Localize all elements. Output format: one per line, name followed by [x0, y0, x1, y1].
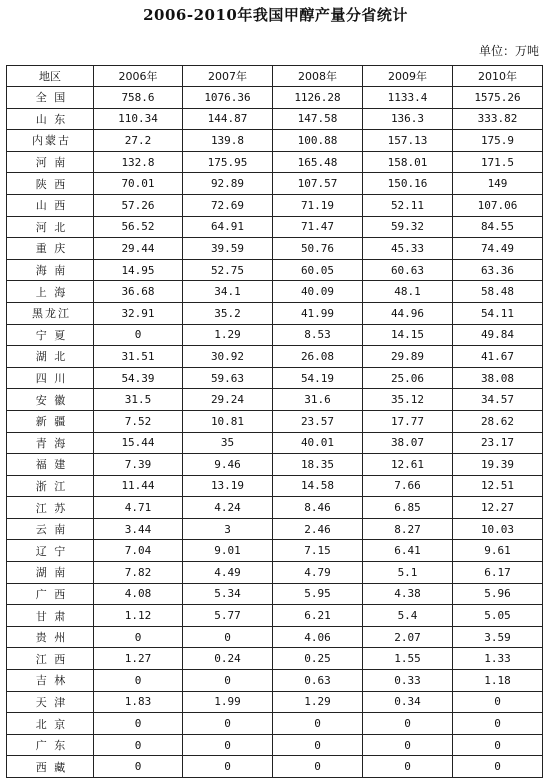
value-2009-cell: 59.32 — [363, 216, 453, 238]
value-2010-cell: 0 — [453, 713, 543, 735]
value-2010-cell: 149 — [453, 173, 543, 195]
value-2009-cell: 45.33 — [363, 238, 453, 260]
column-header-2008: 2008年 — [273, 66, 363, 87]
value-2009-cell: 0 — [363, 713, 453, 735]
table-row — [7, 259, 543, 281]
value-2009-cell: 8.27 — [363, 518, 453, 540]
table-row — [7, 540, 543, 562]
value-2008-cell: 147.58 — [273, 108, 363, 130]
value-2006-cell: 7.04 — [94, 540, 183, 562]
value-2010-cell: 1.33 — [453, 648, 543, 670]
value-2008-cell: 107.57 — [273, 173, 363, 195]
value-2007-cell: 0 — [183, 713, 273, 735]
table-row — [7, 756, 543, 778]
value-2006-cell: 1.27 — [94, 648, 183, 670]
value-2009-cell: 44.96 — [363, 302, 453, 324]
region-cell: 山 东 — [7, 108, 94, 130]
value-2007-cell: 29.24 — [183, 389, 273, 411]
value-2006-cell: 7.52 — [94, 410, 183, 432]
region-cell: 江 苏 — [7, 497, 94, 519]
value-2010-cell: 5.05 — [453, 605, 543, 627]
value-2007-cell: 35 — [183, 432, 273, 454]
region-cell: 江 西 — [7, 648, 94, 670]
value-2006-cell: 132.8 — [94, 151, 183, 173]
table-row — [7, 324, 543, 346]
value-2007-cell: 52.75 — [183, 259, 273, 281]
value-2009-cell: 0 — [363, 756, 453, 778]
table-row — [7, 367, 543, 389]
value-2009-cell: 17.77 — [363, 410, 453, 432]
value-2008-cell: 4.79 — [273, 562, 363, 584]
region-cell: 上 海 — [7, 281, 94, 303]
unit-label: 单位：万吨 — [478, 44, 539, 58]
value-2010-cell: 34.57 — [453, 389, 543, 411]
value-2009-cell: 60.63 — [363, 259, 453, 281]
value-2009-cell: 136.3 — [363, 108, 453, 130]
value-2007-cell: 4.24 — [183, 497, 273, 519]
region-cell: 云 南 — [7, 518, 94, 540]
table-body — [7, 87, 543, 778]
value-2008-cell: 71.47 — [273, 216, 363, 238]
table-row — [7, 648, 543, 670]
value-2007-cell: 3 — [183, 518, 273, 540]
table-row — [7, 562, 543, 584]
value-2006-cell: 29.44 — [94, 238, 183, 260]
value-2007-cell: 92.89 — [183, 173, 273, 195]
value-2008-cell: 0.63 — [273, 670, 363, 692]
region-cell: 辽 宁 — [7, 540, 94, 562]
value-2008-cell: 50.76 — [273, 238, 363, 260]
value-2006-cell: 31.5 — [94, 389, 183, 411]
value-2010-cell: 23.17 — [453, 432, 543, 454]
table-row — [7, 302, 543, 324]
region-cell: 贵 州 — [7, 626, 94, 648]
region-cell: 海 南 — [7, 259, 94, 281]
region-cell: 陕 西 — [7, 173, 94, 195]
column-header-region: 地区 — [7, 66, 94, 87]
value-2007-cell: 30.92 — [183, 346, 273, 368]
value-2007-cell: 1076.36 — [183, 87, 273, 109]
table-row — [7, 216, 543, 238]
value-2006-cell: 4.08 — [94, 583, 183, 605]
value-2006-cell: 36.68 — [94, 281, 183, 303]
value-2006-cell: 7.39 — [94, 454, 183, 476]
value-2007-cell: 0.24 — [183, 648, 273, 670]
value-2010-cell: 1575.26 — [453, 87, 543, 109]
value-2007-cell: 39.59 — [183, 238, 273, 260]
value-2009-cell: 48.1 — [363, 281, 453, 303]
value-2008-cell: 40.01 — [273, 432, 363, 454]
region-cell: 湖 南 — [7, 562, 94, 584]
table-row — [7, 734, 543, 756]
region-cell: 西 藏 — [7, 756, 94, 778]
table-row — [7, 389, 543, 411]
region-cell: 安 徽 — [7, 389, 94, 411]
region-cell: 福 建 — [7, 454, 94, 476]
table-row — [7, 497, 543, 519]
value-2008-cell: 7.15 — [273, 540, 363, 562]
value-2006-cell: 0 — [94, 713, 183, 735]
value-2009-cell: 35.12 — [363, 389, 453, 411]
value-2007-cell: 10.81 — [183, 410, 273, 432]
value-2009-cell: 7.66 — [363, 475, 453, 497]
value-2010-cell: 54.11 — [453, 302, 543, 324]
value-2006-cell: 4.71 — [94, 497, 183, 519]
table-row — [7, 238, 543, 260]
table-row — [7, 281, 543, 303]
region-cell: 甘 肃 — [7, 605, 94, 627]
table-row — [7, 475, 543, 497]
value-2008-cell: 8.53 — [273, 324, 363, 346]
value-2010-cell: 28.62 — [453, 410, 543, 432]
column-header-2009: 2009年 — [363, 66, 453, 87]
value-2008-cell: 18.35 — [273, 454, 363, 476]
value-2006-cell: 1.83 — [94, 691, 183, 713]
value-2010-cell: 107.06 — [453, 194, 543, 216]
region-cell: 黑龙江 — [7, 302, 94, 324]
value-2007-cell: 34.1 — [183, 281, 273, 303]
value-2008-cell: 0 — [273, 756, 363, 778]
value-2007-cell: 0 — [183, 670, 273, 692]
value-2008-cell: 1.29 — [273, 691, 363, 713]
value-2006-cell: 0 — [94, 324, 183, 346]
value-2010-cell: 175.9 — [453, 130, 543, 152]
value-2010-cell: 49.84 — [453, 324, 543, 346]
value-2009-cell: 0.33 — [363, 670, 453, 692]
value-2008-cell: 4.06 — [273, 626, 363, 648]
value-2006-cell: 1.12 — [94, 605, 183, 627]
value-2008-cell: 5.95 — [273, 583, 363, 605]
value-2010-cell: 1.18 — [453, 670, 543, 692]
value-2008-cell: 14.58 — [273, 475, 363, 497]
page-title: 2006-2010年我国甲醇产量分省统计 — [143, 6, 408, 24]
value-2010-cell: 41.67 — [453, 346, 543, 368]
value-2010-cell: 84.55 — [453, 216, 543, 238]
value-2007-cell: 9.01 — [183, 540, 273, 562]
value-2008-cell: 0 — [273, 734, 363, 756]
value-2006-cell: 7.82 — [94, 562, 183, 584]
value-2007-cell: 5.34 — [183, 583, 273, 605]
value-2009-cell: 25.06 — [363, 367, 453, 389]
region-cell: 河 北 — [7, 216, 94, 238]
value-2008-cell: 26.08 — [273, 346, 363, 368]
value-2006-cell: 0 — [94, 734, 183, 756]
value-2007-cell: 35.2 — [183, 302, 273, 324]
value-2010-cell: 3.59 — [453, 626, 543, 648]
table-row — [7, 130, 543, 152]
value-2010-cell: 0 — [453, 756, 543, 778]
value-2007-cell: 1.99 — [183, 691, 273, 713]
value-2006-cell: 758.6 — [94, 87, 183, 109]
value-2009-cell: 6.41 — [363, 540, 453, 562]
region-cell: 内蒙古 — [7, 130, 94, 152]
value-2006-cell: 57.26 — [94, 194, 183, 216]
value-2007-cell: 4.49 — [183, 562, 273, 584]
value-2009-cell: 2.07 — [363, 626, 453, 648]
value-2008-cell: 165.48 — [273, 151, 363, 173]
value-2010-cell: 6.17 — [453, 562, 543, 584]
value-2006-cell: 27.2 — [94, 130, 183, 152]
value-2007-cell: 1.29 — [183, 324, 273, 346]
value-2010-cell: 19.39 — [453, 454, 543, 476]
region-cell: 山 西 — [7, 194, 94, 216]
value-2010-cell: 12.51 — [453, 475, 543, 497]
value-2006-cell: 110.34 — [94, 108, 183, 130]
value-2009-cell: 5.4 — [363, 605, 453, 627]
value-2009-cell: 29.89 — [363, 346, 453, 368]
region-cell: 宁 夏 — [7, 324, 94, 346]
value-2010-cell: 9.61 — [453, 540, 543, 562]
region-cell: 广 西 — [7, 583, 94, 605]
table-row — [7, 346, 543, 368]
table-row — [7, 713, 543, 735]
table-row — [7, 432, 543, 454]
table-row — [7, 626, 543, 648]
value-2007-cell: 0 — [183, 626, 273, 648]
value-2006-cell: 54.39 — [94, 367, 183, 389]
region-cell: 青 海 — [7, 432, 94, 454]
table-row — [7, 108, 543, 130]
region-cell: 新 疆 — [7, 410, 94, 432]
column-header-2010: 2010年 — [453, 66, 543, 87]
region-cell: 天 津 — [7, 691, 94, 713]
table-row — [7, 518, 543, 540]
value-2009-cell: 5.1 — [363, 562, 453, 584]
value-2008-cell: 6.21 — [273, 605, 363, 627]
value-2008-cell: 0.25 — [273, 648, 363, 670]
region-cell: 河 南 — [7, 151, 94, 173]
value-2009-cell: 0 — [363, 734, 453, 756]
table-row — [7, 194, 543, 216]
value-2006-cell: 32.91 — [94, 302, 183, 324]
table-row — [7, 410, 543, 432]
value-2009-cell: 1.55 — [363, 648, 453, 670]
value-2008-cell: 31.6 — [273, 389, 363, 411]
value-2006-cell: 3.44 — [94, 518, 183, 540]
table-row — [7, 670, 543, 692]
value-2009-cell: 38.07 — [363, 432, 453, 454]
table-row — [7, 605, 543, 627]
value-2008-cell: 54.19 — [273, 367, 363, 389]
column-header-2006: 2006年 — [94, 66, 183, 87]
methanol-production-table — [6, 65, 543, 778]
value-2006-cell: 0 — [94, 670, 183, 692]
value-2010-cell: 0 — [453, 691, 543, 713]
table-row — [7, 173, 543, 195]
value-2010-cell: 171.5 — [453, 151, 543, 173]
value-2007-cell: 144.87 — [183, 108, 273, 130]
value-2009-cell: 150.16 — [363, 173, 453, 195]
value-2010-cell: 5.96 — [453, 583, 543, 605]
value-2009-cell: 157.13 — [363, 130, 453, 152]
value-2007-cell: 175.95 — [183, 151, 273, 173]
value-2008-cell: 23.57 — [273, 410, 363, 432]
value-2009-cell: 158.01 — [363, 151, 453, 173]
value-2007-cell: 0 — [183, 756, 273, 778]
value-2010-cell: 63.36 — [453, 259, 543, 281]
value-2006-cell: 0 — [94, 756, 183, 778]
table-row — [7, 454, 543, 476]
table-row — [7, 583, 543, 605]
region-cell: 全 国 — [7, 87, 94, 109]
value-2008-cell: 71.19 — [273, 194, 363, 216]
value-2006-cell: 11.44 — [94, 475, 183, 497]
value-2008-cell: 2.46 — [273, 518, 363, 540]
value-2010-cell: 0 — [453, 734, 543, 756]
value-2009-cell: 1133.4 — [363, 87, 453, 109]
value-2006-cell: 31.51 — [94, 346, 183, 368]
value-2009-cell: 52.11 — [363, 194, 453, 216]
column-header-2007: 2007年 — [183, 66, 273, 87]
region-cell: 浙 江 — [7, 475, 94, 497]
value-2007-cell: 64.91 — [183, 216, 273, 238]
value-2007-cell: 72.69 — [183, 194, 273, 216]
region-cell: 北 京 — [7, 713, 94, 735]
value-2006-cell: 15.44 — [94, 432, 183, 454]
region-cell: 广 东 — [7, 734, 94, 756]
region-cell: 吉 林 — [7, 670, 94, 692]
table-row — [7, 691, 543, 713]
value-2007-cell: 13.19 — [183, 475, 273, 497]
value-2010-cell: 58.48 — [453, 281, 543, 303]
value-2008-cell: 40.09 — [273, 281, 363, 303]
value-2009-cell: 4.38 — [363, 583, 453, 605]
value-2010-cell: 333.82 — [453, 108, 543, 130]
value-2008-cell: 1126.28 — [273, 87, 363, 109]
value-2008-cell: 100.88 — [273, 130, 363, 152]
value-2006-cell: 0 — [94, 626, 183, 648]
region-cell: 四 川 — [7, 367, 94, 389]
value-2010-cell: 12.27 — [453, 497, 543, 519]
value-2009-cell: 0.34 — [363, 691, 453, 713]
value-2008-cell: 41.99 — [273, 302, 363, 324]
value-2006-cell: 70.01 — [94, 173, 183, 195]
value-2010-cell: 74.49 — [453, 238, 543, 260]
value-2009-cell: 6.85 — [363, 497, 453, 519]
value-2010-cell: 10.03 — [453, 518, 543, 540]
value-2007-cell: 5.77 — [183, 605, 273, 627]
value-2008-cell: 60.05 — [273, 259, 363, 281]
region-cell: 湖 北 — [7, 346, 94, 368]
value-2006-cell: 56.52 — [94, 216, 183, 238]
table-row — [7, 151, 543, 173]
value-2006-cell: 14.95 — [94, 259, 183, 281]
value-2008-cell: 8.46 — [273, 497, 363, 519]
value-2010-cell: 38.08 — [453, 367, 543, 389]
header-row — [7, 66, 543, 87]
value-2009-cell: 14.15 — [363, 324, 453, 346]
value-2007-cell: 139.8 — [183, 130, 273, 152]
value-2007-cell: 0 — [183, 734, 273, 756]
value-2009-cell: 12.61 — [363, 454, 453, 476]
region-cell: 重 庆 — [7, 238, 94, 260]
value-2008-cell: 0 — [273, 713, 363, 735]
value-2007-cell: 9.46 — [183, 454, 273, 476]
table-row — [7, 87, 543, 109]
value-2007-cell: 59.63 — [183, 367, 273, 389]
